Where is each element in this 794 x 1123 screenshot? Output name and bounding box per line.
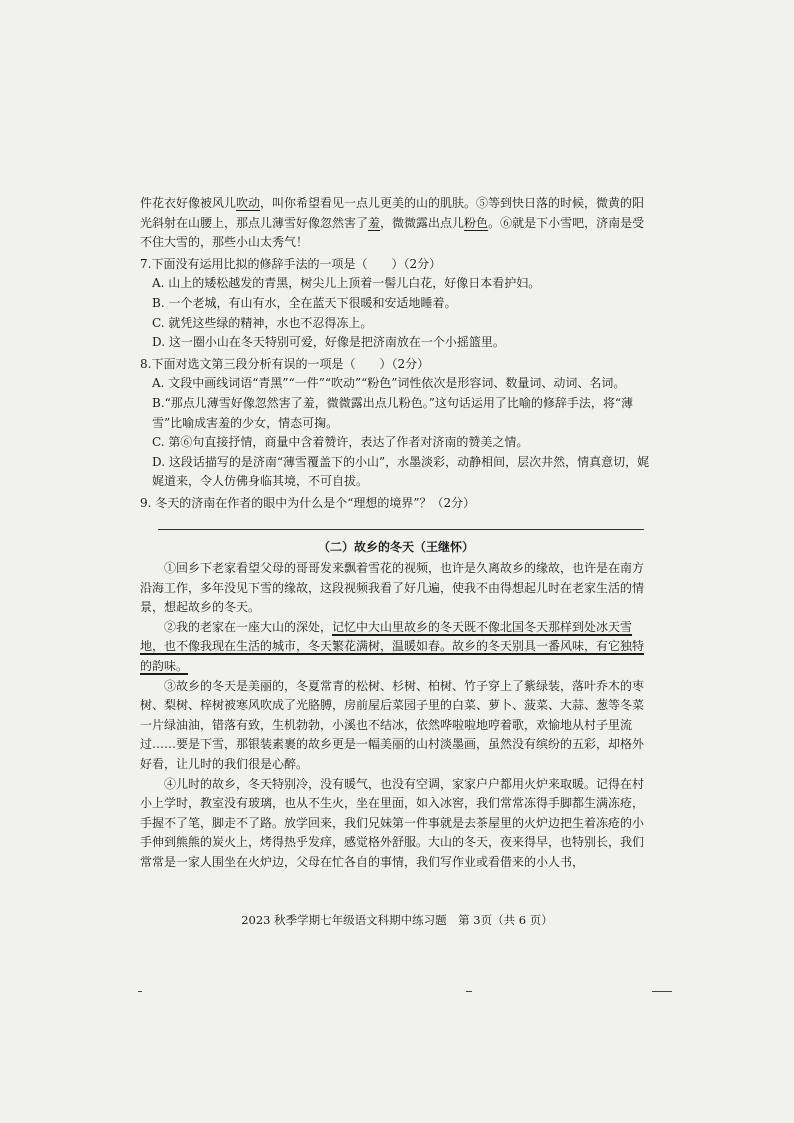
question-9-stem: 9. 冬天的济南在作者的眼中为什么是个“理想的境界”？（2分） <box>140 495 476 510</box>
question-7 <box>140 255 652 353</box>
question-7-option-a: A. 山上的矮松越发的青黑，树尖儿上顶着一髻儿白花，好像日本看护妇。 <box>152 276 541 291</box>
answer-line[interactable] <box>158 529 644 530</box>
underlined-word-chuidong: 吹动 <box>236 196 261 210</box>
underlined-word-xiu: 羞 <box>368 215 381 230</box>
section-2-paragraph-2: ②我的老家在一座大山的深处，记忆中大山里故乡的冬天既不像北国冬天那样到处冰天雪地，也不像我现在生活的城市，冬天繁花满树，温暖如春。故乡的冬天别具一番风味，有它独特的韵味。 <box>140 619 645 674</box>
question-9 <box>140 494 652 530</box>
passage-excerpt <box>140 194 652 253</box>
question-7-option-d: D. 这一圈小山在冬天特别可爱，好像是把济南放在一个小摇篮里。 <box>152 335 505 350</box>
page-footer: 2023 秋季学期七年级语文科期中练习题 第 3页（共 6 页） <box>241 913 553 927</box>
passage-text: ，叫你希望看见一点儿更美的山的肌肤。⑤等到快日落的时候，微黄的阳光斜射在山腰上，那点儿薄雪好像忽然害了 <box>140 196 645 230</box>
question-8 <box>140 355 652 492</box>
passage-text: ，微微露出点儿 <box>380 215 465 230</box>
question-7-option-b: B. 一个老城，有山有水，全在蓝天下很暖和安适地睡着。 <box>152 295 457 310</box>
passage-text: 件花衣好像被风儿 <box>140 196 237 210</box>
section-2-paragraph-3: ③故乡的冬天是美丽的，冬夏常青的松树、杉树、柏树、竹子穿上了紫绿装，落叶乔木的枣树、梨树、梓树被寒风吹成了光胳膊，房前屋后菜园子里的白菜、萝卜、菠菜、大蒜、葱等冬菜一片绿油油，错落有致，生机勃勃，小溪也不结冰，依然哗啦啦地哼着歌，欢愉地从村子里流过……要是下雪，那银装素裹的故乡更是一幅美丽的山村淡墨画，虽然没有缤纷的五彩，却格外好看，让儿时的我们很是心醉。 <box>140 678 645 772</box>
section-2-paragraph-4: ④儿时的故乡，冬天特别冷，没有暖气，也没有空调，家家户户都用火炉来取暖。记得在村小上学时，教室没有玻璃，也从不生火，坐在里面，如入冰窖，我们常常冻得手脚都生满冻疮，手握不了笔，脚走不了路。放学回来，我们兄妹第一件事就是去茶屋里的火炉边把生着冻疮的小手伸到熊熊的炭火上，烤得热乎发痒，感觉格外舒服。大山的冬天，夜来得早，也特别长，我们常常是一家人围坐在火炉边，父母在忙各自的事情，我们写作业或看借来的小人书， <box>140 776 645 869</box>
section-2-paragraph-1: ①回乡下老家看望父母的哥哥发来飘着雪花的视频，也许是久离故乡的缘故，也许是在南方沿海工作，多年没见下雪的缘故，这段视频我看了好几遍，使我不由得想起儿时在老家生活的情景，想起故乡的冬天。 <box>140 561 645 615</box>
question-8-option-d: D. 这段话描写的是济南“薄雪覆盖下的小山”，水墨淡彩，动静相间，层次井然，情真意切，娓娓道来，令人仿佛身临其境，不可自拔。 <box>152 454 650 489</box>
underlined-sentence: 记忆中大山里故乡的冬天既不像北国冬天那样到处冰天雪地，也不像我现在生活的城市，冬天繁花满树，温暖如春。故乡的冬天别具一番风味，有它独特的韵味。 <box>140 619 645 674</box>
scan-mark <box>652 991 672 992</box>
page-content <box>140 194 652 873</box>
question-8-option-a: A. 文段中画线词语“青黑”“一件”“吹动”“粉色”词性依次是形容词、数量词、动词、名词。 <box>152 376 626 391</box>
section-2-title: （二）故乡的冬天（王继怀） <box>317 539 474 554</box>
question-7-stem: 7.下面没有运用比拟的修辞手法的一项是（ ）（2分） <box>140 256 442 271</box>
question-8-option-c: C. 第⑥句直接抒情，商量中含着赞许，表达了作者对济南的赞美之情。 <box>152 435 529 450</box>
passage-text: 。⑥就是下小雪吧，济南是受不住大雪的，那些小山太秀气！ <box>140 215 645 250</box>
question-8-option-b: B.“那点儿薄雪好像忽然害了羞，微微露出点儿粉色。”这句话运用了比喻的修辞手法，将“薄雪”比喻成害羞的少女，情态可掬。 <box>152 395 634 430</box>
underlined-word-fense: 粉色 <box>464 215 489 230</box>
question-7-option-c: C. 就凭这些绿的精神，水也不忍得冻上。 <box>152 315 373 330</box>
scan-mark <box>138 991 142 992</box>
question-8-stem: 8.下面对选文第三段分析有误的一项是（ ）（2分） <box>140 356 430 371</box>
scan-mark <box>466 991 472 992</box>
